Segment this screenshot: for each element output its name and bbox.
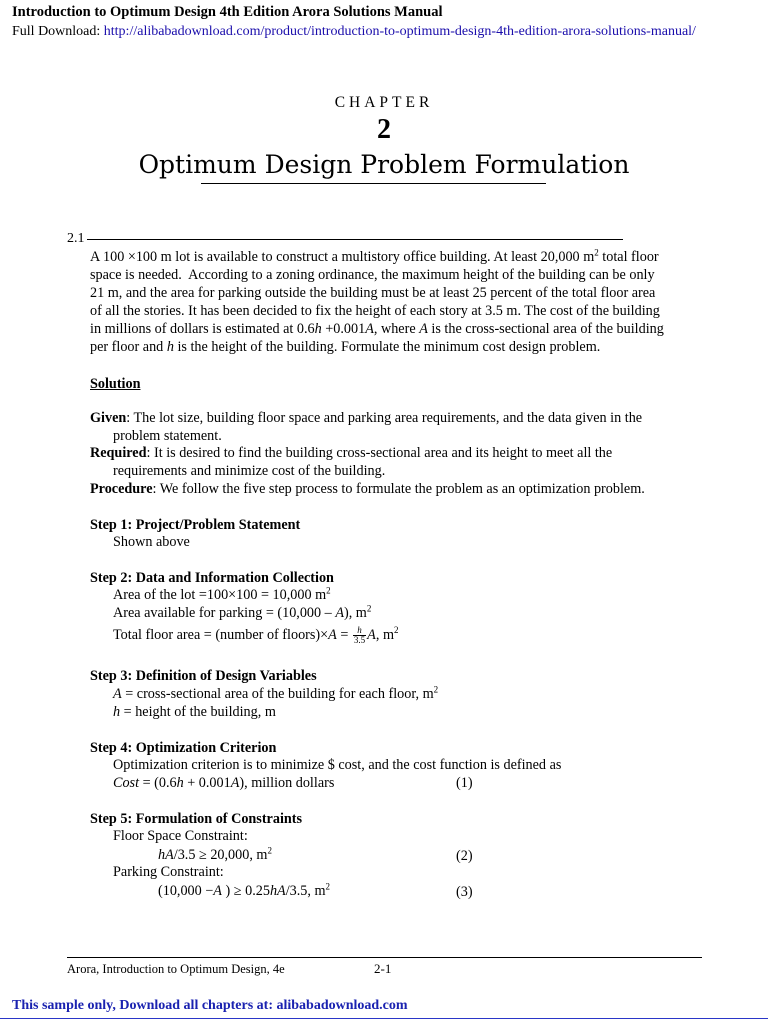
problem-rule bbox=[87, 239, 623, 240]
chapter-title: Optimum Design Problem Formulation bbox=[138, 150, 630, 179]
step4-text: Optimization criterion is to minimize $ cost, and the cost function is defined as bbox=[113, 757, 562, 773]
lot-area-line: Area of the lot =100×100 = 10,000 $m^2$ bbox=[113, 585, 331, 603]
header-title: Introduction to Optimum Design 4th Edition Arora Solutions Manual bbox=[12, 4, 443, 20]
step5-title: Step 5: Formulation of Constraints bbox=[90, 811, 303, 827]
required-line: Required: It is desired to find the building cross-sectional area and its height to meet all the bbox=[90, 445, 613, 461]
bottom-rule bbox=[0, 1018, 768, 1019]
step1-text: Shown above bbox=[113, 534, 190, 550]
floor-constraint-label: Floor Space Constraint: bbox=[113, 828, 248, 844]
download-line bbox=[12, 24, 696, 40]
page-number: 2-1 bbox=[374, 961, 392, 976]
var-h-line: h = height of the building, m bbox=[113, 704, 276, 720]
step1-title: Step 1: Project/Problem Statement bbox=[90, 517, 301, 533]
floor-constraint-equation: hA/3.5 ≥ 20,000, $m^2$ bbox=[158, 845, 272, 863]
download-link[interactable]: http://alibabadownload.com/product/introduction-to-optimum-design-4th-edition-arora-solutions-manual/ bbox=[103, 24, 696, 39]
bottom-download-note[interactable]: This sample only, Download all chapters at: alibabadownload.com bbox=[12, 998, 408, 1013]
var-a-line: A = cross-sectional area of the building for each floor, $m^2$ bbox=[113, 684, 439, 702]
parking-constraint-equation: (10,000 −A ) ≥ 0.25hA/3.5, $m^2$ bbox=[158, 881, 331, 899]
equation-number-2: (2) bbox=[456, 848, 473, 864]
equation-number-1: (1) bbox=[456, 775, 473, 791]
download-label: Full Download: bbox=[12, 24, 104, 39]
step3-title: Step 3: Definition of Design Variables bbox=[90, 668, 317, 684]
parking-area-line: Area available for parking = (10,000 – A), $m^2$ bbox=[113, 603, 372, 621]
procedure-line: Procedure: We follow the five step process to formulate the problem as an optimization problem. bbox=[90, 481, 645, 497]
cost-equation: Cost = (0.6h + 0.001A), million dollars bbox=[113, 775, 335, 791]
chapter-label: CHAPTER bbox=[334, 94, 434, 111]
h-over-3.5-fraction: $\frac{h}{3.5}$ bbox=[353, 625, 366, 645]
step4-title: Step 4: Optimization Criterion bbox=[90, 740, 277, 756]
equation-number-3: (3) bbox=[456, 884, 473, 900]
given-line-2: problem statement. bbox=[113, 428, 222, 444]
problem-statement: A 100 ×100 m lot is available to construct a multistory office building. At least 20,000 $m^2$ total floor space is needed. According to a zoning ordinance, the maximum height of the building can be only 21 m, and the area for parking outside the building must be at least 25 percent of the total floor area of all the stories. It has been decided to fix the height of each story at 3.5 m. The cost of the building in millions of dollars is estimated at 0.6h +0.001A, where A is the cross-sectional area of the building per floor and h is the height of the building. Formulate the minimum cost design problem. bbox=[90, 247, 664, 355]
solution-heading: Solution bbox=[90, 376, 141, 392]
required-line-2: requirements and minimize cost of the building. bbox=[113, 463, 386, 479]
problem-number: 2.1 bbox=[67, 231, 85, 246]
title-underline bbox=[201, 183, 546, 184]
chapter-number: 2 bbox=[377, 114, 391, 145]
footer-citation: Arora, Introduction to Optimum Design, 4e bbox=[67, 962, 285, 976]
step2-title: Step 2: Data and Information Collection bbox=[90, 570, 334, 586]
total-floor-area-line: Total floor area = (number of floors)×A = $\frac{h}{3.5}$ A, $m^2$ bbox=[113, 625, 399, 645]
parking-constraint-label: Parking Constraint: bbox=[113, 864, 224, 880]
footer-rule bbox=[67, 957, 702, 958]
given-line: Given: The lot size, building floor space and parking area requirements, and the data given in the bbox=[90, 410, 643, 426]
